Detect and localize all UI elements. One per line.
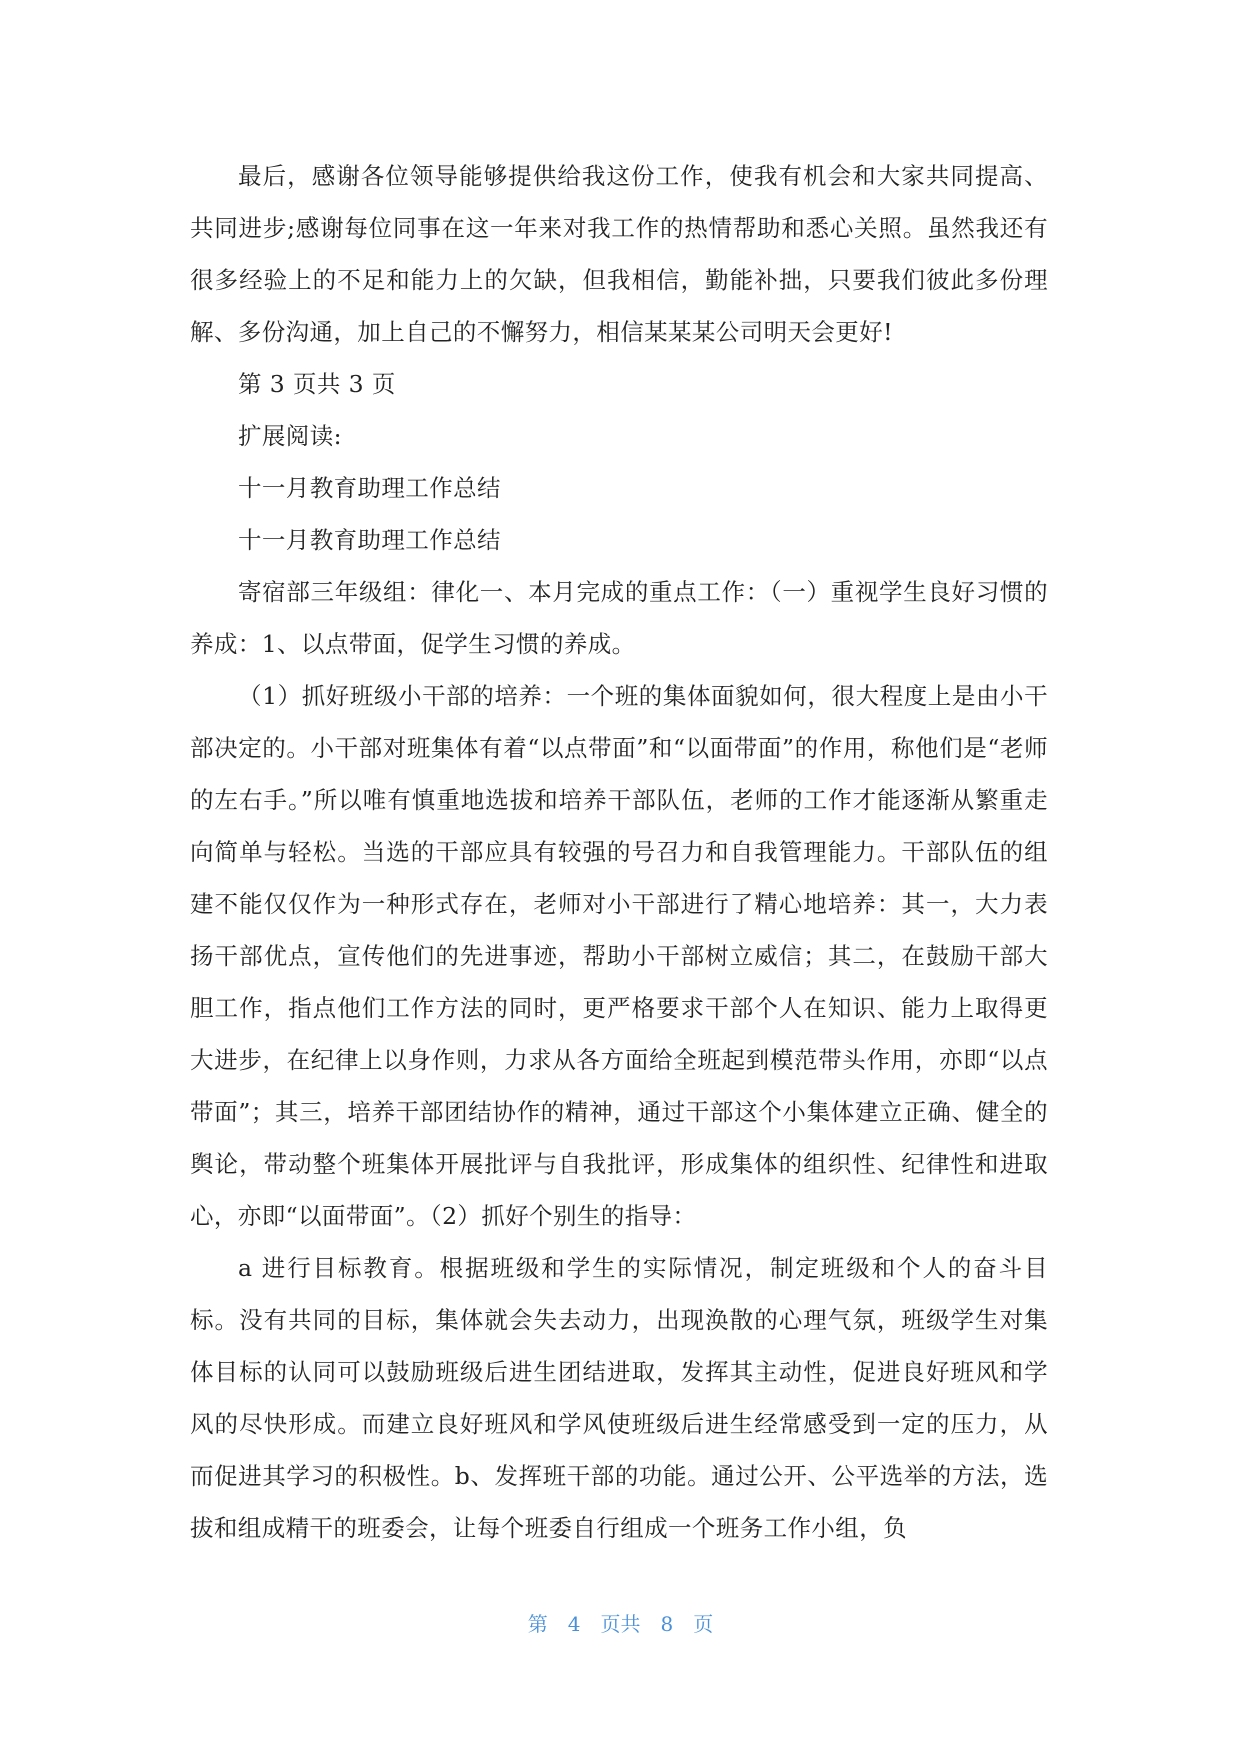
paragraph-closing-thanks: 最后，感谢各位领导能够提供给我这份工作，使我有机会和大家共同提高、共同进步;感谢每位同事在这一年来对我工作的热情帮助和悉心关照。虽然我还有很多经验上的不足和能力上的欠缺，但我相信，勤能补拙，只要我们彼此多份理解、多份沟通，加上自己的不懈努力，相信某某某公司明天会更好! — [190, 162, 1048, 346]
section-title: 十一月教育助理工作总结 — [238, 474, 501, 502]
paragraph-key-work: 寄宿部三年级组：律化一、本月完成的重点工作：（一）重视学生良好习惯的养成：1、以点带面，促学生习惯的养成。 — [190, 578, 1048, 658]
page-count-note: 第 3 页共 3 页 — [238, 370, 396, 398]
footer-total-pages: 8 — [660, 1612, 674, 1636]
paragraph-class-cadre: （1）抓好班级小干部的培养：一个班的集体面貌如何，很大程度上是由小干部决定的。小干部对班集体有着“以点带面”和“以面带面”的作用，称他们是“老师的左右手。”所以唯有慎重地选拔和培养干部队伍，老师的工作才能逐渐从繁重走向简单与轻松。当选的干部应具有较强的号召力和自我管理能力。干部队伍的组建不能仅仅作为一种形式存在，老师对小干部进行了精心地培养：其一，大力表扬干部优点，宣传他们的先进事迹，帮助小干部树立威信；其二，在鼓励干部大胆工作，指点他们工作方法的同时，更严格要求干部个人在知识、能力上取得更大进步，在纪律上以身作则，力求从各方面给全班起到模范带头作用，亦即“以点带面”；其三，培养干部团结协作的精神，通过干部这个小集体建立正确、健全的舆论，带动整个班集体开展批评与自我批评，形成集体的组织性、纪律性和进取心，亦即“以面带面”。（2）抓好个别生的指导： — [190, 682, 1048, 1230]
page-footer — [0, 1608, 1241, 1637]
footer-current-page: 4 — [567, 1612, 581, 1636]
footer-page-mid: 页共 — [600, 1612, 641, 1636]
section-title-repeat: 十一月教育助理工作总结 — [238, 526, 501, 554]
footer-page-suffix: 页 — [693, 1612, 714, 1636]
paragraph-goal-education: a 进行目标教育。根据班级和学生的实际情况，制定班级和个人的奋斗目标。没有共同的目标，集体就会失去动力，出现涣散的心理气氛，班级学生对集体目标的认同可以鼓励班级后进生团结进取，发挥其主动性，促进良好班风和学风的尽快形成。而建立良好班风和学风使班级后进生经常感受到一定的压力，从而促进其学习的积极性。b、发挥班干部的功能。通过公开、公平选举的方法，选拔和组成精干的班委会，让每个班委自行组成一个班务工作小组，负 — [190, 1254, 1048, 1542]
footer-page-prefix: 第 — [527, 1612, 548, 1636]
extended-reading-label: 扩展阅读: — [238, 422, 342, 450]
document-body — [190, 150, 1048, 1554]
